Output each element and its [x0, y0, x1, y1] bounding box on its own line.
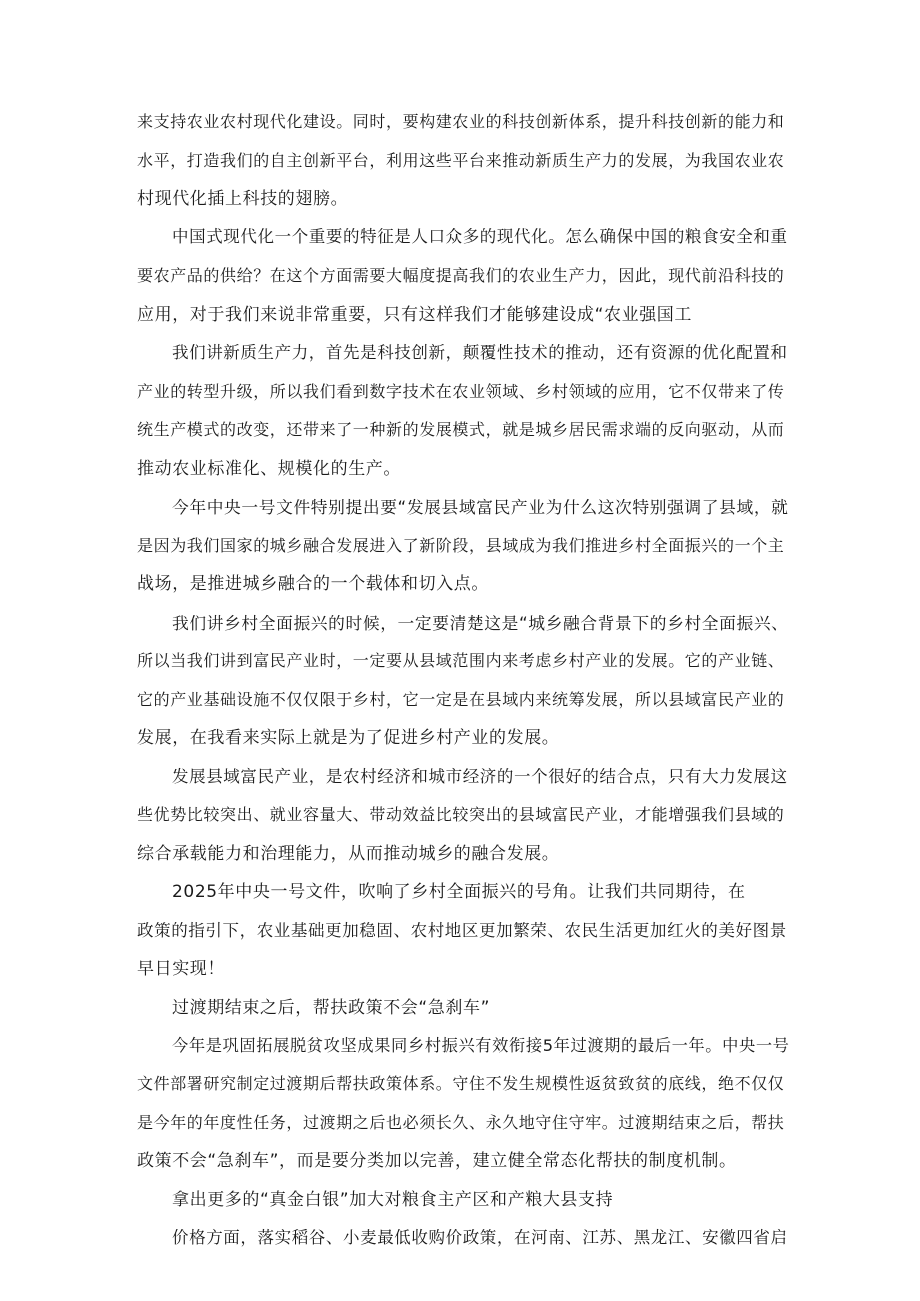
paragraph-first-line: 发展县域富民产业，是农村经济和城市经济的一个很好的结合点，只有大力发展这 [172, 767, 788, 786]
text-line: 水平，打造我们的自主创新平台，利用这些平台来推动新质生产力的发展，为我国农业农 [137, 151, 785, 170]
paragraph-first-line: 中国式现代化一个重要的特征是人口众多的现代化。怎么确保中国的粮食安全和重 [172, 227, 788, 246]
text-line: 发展，在我看来实际上就是为了促进乡村产业的发展。 [137, 728, 560, 748]
text-line: 来支持农业农村现代化建设。同时，要构建农业的科技创新体系，提升科技创新的能力和 [137, 112, 785, 131]
text-line: 战场，是推进城乡融合的一个载体和切入点。 [137, 574, 489, 594]
text-line: 所以当我们讲到富民产业时，一定要从县域范围内来考虑乡村产业的发展。它的产业链、 [137, 651, 785, 670]
text-line: 政策的指引下，农业基础更加稳固、农村地区更加繁荣、农民生活更加红火的美好图景 [137, 921, 787, 940]
text-line: 文件部署研究制定过渡期后帮扶政策体系。守住不发生规模性返贫致贫的底线，绝不仅仅 [137, 1074, 785, 1093]
paragraph-first-line: 我们讲新质生产力，首先是科技创新，颠覆性技术的推动，还有资源的优化配置和 [172, 343, 788, 362]
text-line: 政策不会“急刹车”，而是要分类加以完善，建立健全常态化帮扶的制度机制。 [137, 1151, 737, 1171]
text-line: 推动农业标准化、规模化的生产。 [137, 459, 401, 479]
paragraph-first-line: 今年中央一号文件特别提出要“发展县域富民产业为什么这次特别强调了县域，就 [172, 497, 789, 517]
paragraph-first-line: 价格方面，落实稻谷、小麦最低收购价政策，在河南、江苏、黑龙江、安徽四省启 [172, 1228, 788, 1247]
text-line: 早日实现！ [137, 959, 225, 979]
section-heading: 过渡期结束之后，帮扶政策不会“急刹车” [172, 998, 491, 1018]
text-line: 是因为我们国家的城乡融合发展进入了新阶段，县域成为我们推进乡村全面振兴的一个主 [137, 536, 785, 555]
text-line: 村现代化插上科技的翅膀。 [137, 189, 349, 209]
text-line: 是今年的年度性任务，过渡期之后也必须长久、永久地守住守牢。过渡期结束之后，帮扶 [137, 1113, 785, 1132]
text-line: 综合承载能力和治理能力，从而推动城乡的融合发展。 [137, 844, 560, 864]
section-heading: 拿出更多的“真金白银”加大对粮食主产区和产粮大县支持 [172, 1190, 614, 1210]
text-line: 些优势比较突出、就业容量大、带动效益比较突出的县域富民产业，才能增强我们县域的 [137, 805, 785, 824]
paragraph-first-line: 今年是巩固拓展脱贫攻坚成果同乡村振兴有效衔接5年过渡期的最后一年。中央一号 [172, 1036, 790, 1055]
text-line: 统生产模式的改变，还带来了一种新的发展模式，就是城乡居民需求端的反向驱动，从而 [137, 420, 785, 439]
text-line: 产业的转型升级，所以我们看到数字技术在农业领域、乡村领域的应用，它不仅带来了传 [137, 382, 785, 401]
text-line: 应用，对于我们来说非常重要，只有这样我们才能够建设成“农业强国工 [137, 305, 693, 325]
text-line: 它的产业基础设施不仅仅限于乡村，它一定是在县域内来统筹发展，所以县域富民产业的 [137, 690, 785, 709]
text-line: 要农产品的供给？在这个方面需要大幅度提高我们的农业生产力，因此，现代前沿科技的 [137, 266, 785, 285]
paragraph-first-line: 我们讲乡村全面振兴的时候，一定要清楚这是“城乡融合背景下的乡村全面振兴、 [172, 613, 789, 633]
paragraph-first-line: 2025年中央一号文件，吹响了乡村全面振兴的号角。让我们共同期待，在 [172, 882, 746, 902]
